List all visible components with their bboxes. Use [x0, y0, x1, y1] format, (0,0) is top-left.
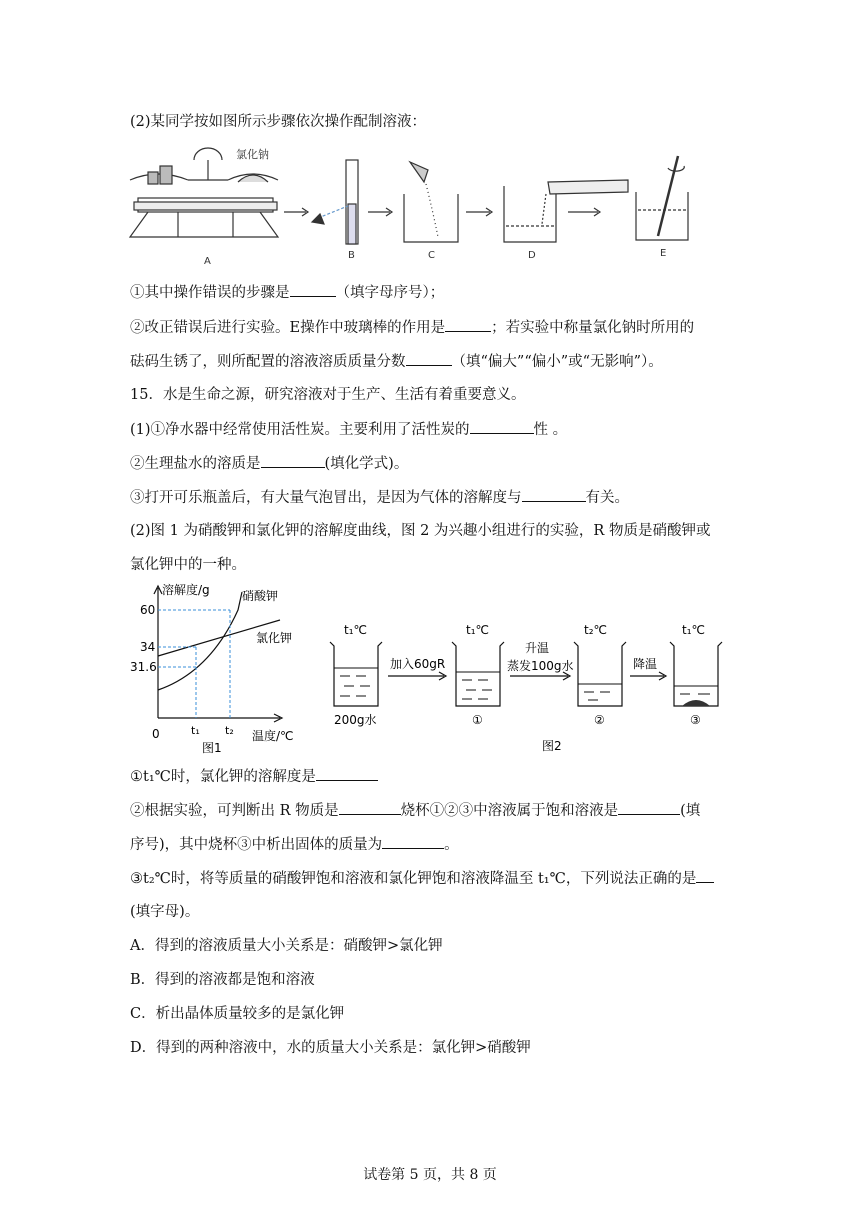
x-tick-t2: t₂ — [225, 724, 234, 737]
q15-1-3: ③打开可乐瓶盖后，有大量气泡冒出，是因为气体的溶解度与 有关。 — [130, 487, 629, 508]
y-tick-34: 34 — [140, 640, 156, 654]
answer-blank[interactable] — [470, 419, 534, 434]
step-arrow — [568, 208, 600, 216]
q15-1-1: (1)①净水器中经常使用活性炭。主要利用了活性炭的 性 。 — [130, 419, 567, 440]
arrow-label-heat: 升温 — [525, 641, 550, 655]
beaker-pour-liquid-illustration — [504, 180, 628, 242]
y-tick-31-6: 31.6 — [130, 660, 157, 674]
step-arrow — [368, 208, 392, 216]
q14-2-1: ①其中操作错误的步骤是 （填字母序号）； — [130, 282, 444, 303]
answer-blank[interactable] — [696, 868, 714, 883]
temp-label-2: t₂℃ — [584, 623, 607, 637]
series-label-kcl: 氯化钾 — [256, 631, 293, 645]
arrow-label-cool: 降温 — [633, 657, 658, 671]
q15-2-1: ①t₁℃时，氯化钾的溶解度是 — [130, 766, 378, 787]
page-footer: 试卷第 5 页，共 8 页 — [363, 1167, 497, 1183]
beaker-label-2: ② — [594, 713, 605, 727]
answer-blank[interactable] — [316, 766, 378, 781]
q15-2-2-line1: ②根据实验，可判断出 R 物质是 烧杯①②③中溶液属于饱和溶液是 (填 — [130, 800, 700, 821]
temp-label-0: t₁℃ — [344, 623, 367, 637]
step-label-c: C — [428, 250, 435, 261]
q15-2-3-line1: ③t₂℃时，将等质量的硝酸钾饱和溶液和氯化钾饱和溶液降温至 t₁℃，下列说法正确的是 — [130, 868, 714, 889]
q14-2-2-line1: ②改正错误后进行实验。E操作中玻璃棒的作用是 ；若实验中称量氯化钠时所用的 — [130, 317, 694, 338]
beaker-1 — [452, 642, 504, 706]
answer-blank[interactable] — [618, 800, 680, 815]
q15-2-2-line2: 序号)，其中烧杯③中析出固体的质量为 。 — [130, 834, 459, 855]
q15-2-line1: (2)图 1 为硝酸钾和氯化钾的溶解度曲线，图 2 为兴趣小组进行的实验，R 物质是硝酸钾或 — [130, 523, 711, 539]
temp-label-3: t₁℃ — [682, 623, 705, 637]
beaker-pour-solid-illustration — [404, 162, 458, 242]
step-label-a: A — [204, 256, 211, 267]
figure2-caption: 图2 — [542, 739, 562, 753]
step-label-d: D — [528, 250, 536, 261]
step-label-b: B — [348, 250, 355, 261]
origin-label: 0 — [152, 727, 160, 741]
q15-2-line2: 氯化钾中的一种。 — [130, 557, 246, 573]
step-arrow — [284, 208, 308, 216]
q15-1-2: ②生理盐水的溶质是 (填化学式)。 — [130, 453, 408, 474]
part2-intro: (2)某同学按如图所示步骤依次操作配制溶液： — [130, 114, 427, 130]
q15-title: 15．水是生命之源，研究溶液对于生产、生活有着重要意义。 — [130, 387, 526, 403]
option-d: D．得到的两种溶液中，水的质量大小关系是：氯化钾>硝酸钾 — [130, 1040, 531, 1056]
series-label-kno3: 硝酸钾 — [242, 589, 279, 603]
x-tick-t1: t₁ — [191, 724, 200, 737]
temp-label-1: t₁℃ — [466, 623, 489, 637]
arrow-label-evaporate: 蒸发100g水 — [507, 659, 574, 673]
beaker-2 — [574, 642, 626, 706]
answer-blank[interactable] — [261, 453, 325, 468]
solution-preparation-figure — [128, 142, 708, 270]
answer-blank[interactable] — [522, 487, 586, 502]
arrow-label-add: 加入60gR — [390, 657, 446, 671]
solubility-curve-figure — [130, 580, 310, 755]
figure1-caption: 图1 — [202, 741, 222, 755]
x-axis-label: 温度/℃ — [252, 729, 294, 743]
experiment-figure — [320, 620, 740, 755]
answer-blank[interactable] — [290, 282, 336, 297]
graduated-cylinder-illustration — [312, 160, 358, 244]
series-line-kno3 — [158, 592, 242, 690]
y-axis-label: 溶解度/g — [162, 583, 210, 597]
option-b: B．得到的溶液都是饱和溶液 — [130, 972, 315, 988]
beaker-label-3: ③ — [690, 713, 701, 727]
beaker-3 — [670, 642, 722, 706]
q15-2-3-line2: (填字母)。 — [130, 904, 200, 920]
step-arrow — [466, 208, 492, 216]
answer-blank[interactable] — [339, 800, 401, 815]
q14-2-2-line2: 砝码生锈了，则所配置的溶液溶质质量分数 （填“偏大”“偏小”或“无影响”）。 — [130, 351, 663, 372]
precipitate — [682, 700, 710, 706]
answer-blank[interactable] — [382, 834, 444, 849]
beaker-label-0: 200g水 — [334, 713, 377, 727]
option-c: C．析出晶体质量较多的是氯化钾 — [130, 1006, 345, 1022]
beaker-label-1: ① — [472, 713, 483, 727]
sodium-chloride-label: 氯化钠 — [236, 148, 269, 161]
option-a: A．得到的溶液质量大小关系是：硝酸钾>氯化钾 — [130, 938, 443, 954]
balance-illustration — [130, 148, 278, 237]
y-tick-60: 60 — [140, 603, 156, 617]
beaker-stirring-illustration — [636, 156, 688, 240]
answer-blank[interactable] — [406, 351, 452, 366]
answer-blank[interactable] — [445, 317, 491, 332]
step-label-e: E — [660, 248, 667, 259]
